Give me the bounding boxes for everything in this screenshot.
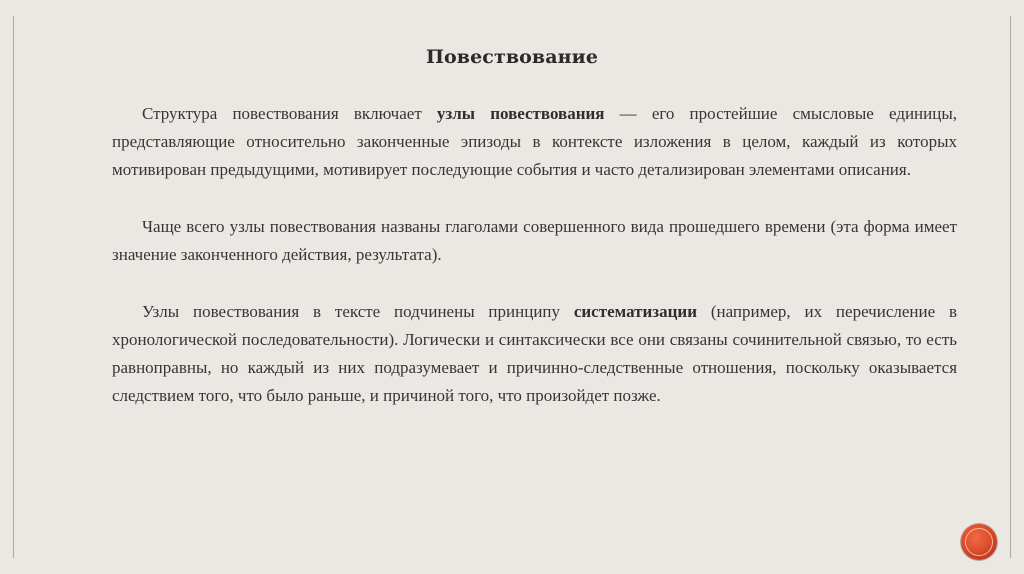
paragraph-3-line-3: они связаны сочинительной связью, то есть равноправны, но каждый из них [112, 330, 958, 377]
paragraph-1-line-4: последующие события и часто детализирован элементами описания. [411, 160, 911, 179]
paragraph-2 [112, 213, 957, 269]
paragraph-1-emphasis: узлы повествования [436, 104, 605, 123]
paragraph-1-line-1-before: Структура повествования включает [142, 104, 437, 123]
paragraph-3-line-1-before: Узлы повествования в тексте подчинены принципу [142, 302, 574, 321]
paragraph-3-line-5: того, что было раньше, и причиной того, что произойдет позже. [198, 386, 661, 405]
paragraph-3 [112, 298, 957, 410]
right-frame-line [1010, 16, 1011, 558]
decorative-circle-ring [965, 528, 993, 556]
left-frame-line [13, 16, 14, 558]
paragraph-2-line-2: времени (эта форма имеет значение законченного действия, результата). [112, 217, 958, 264]
slide-title: Повествование [425, 46, 599, 68]
paragraph-3-emphasis: систематизации [573, 302, 698, 321]
decorative-red-circle [961, 524, 997, 560]
paragraph-1 [112, 100, 957, 184]
paragraph-1-line-1-after: — его простейшие [604, 104, 778, 123]
paragraph-2-line-1: Чаще всего узлы повествования названы глаголами совершенного вида прошедшего [142, 217, 760, 236]
slide-body [112, 100, 957, 410]
paragraph-1-line-3: изложения в целом, каждый из которых мотивирован предыдущими, мотивирует [112, 132, 957, 179]
paragraph-3-line-4: подразумевает и причинно-следственные отношения, поскольку оказывается следствием [112, 358, 958, 405]
paragraph-1-line-2: смысловые единицы, представляющие относительно законченные эпизоды в контексте [112, 104, 958, 151]
paragraph-3-line-2: перечисление в хронологической последовательности). Логически и синтаксически все [112, 302, 957, 349]
paragraph-3-line-1-after: (например, их [697, 302, 823, 321]
